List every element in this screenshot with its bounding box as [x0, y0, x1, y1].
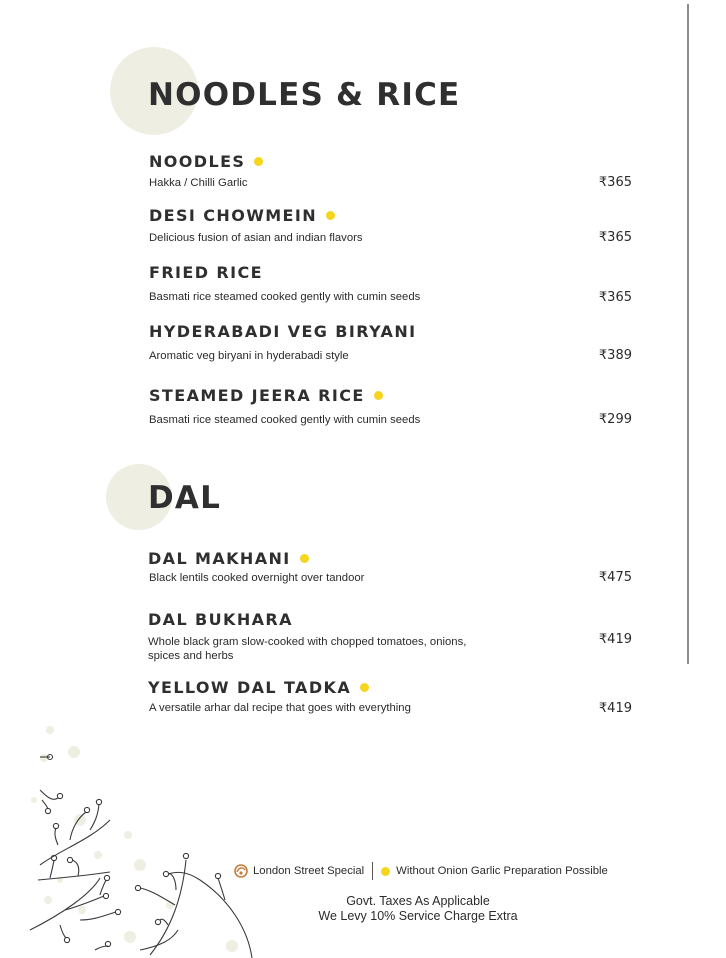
legend-separator: [372, 862, 373, 880]
page-edge-rule: [687, 4, 689, 664]
item-price-desi-chowmein: ₹365: [598, 230, 632, 245]
item-desc-dal-bukhara-line-2: spices and herbs: [148, 650, 234, 662]
item-price-fried-rice: ₹365: [598, 290, 632, 305]
item-desc-dal-bukhara-line-1: Whole black gram slow-cooked with chopped tomatoes, onions,: [148, 636, 467, 648]
item-name-noodles: NOODLES: [149, 152, 263, 171]
item-desc-steamed-jeera-rice: Basmati rice steamed cooked gently with cumin seeds: [149, 414, 421, 426]
item-name-hyderabadi-veg-biryani: HYDERABADI VEG BIRYANI: [149, 322, 417, 341]
item-desc-yellow-dal-tadka: A versatile arhar dal recipe that goes with everything: [149, 702, 411, 714]
item-name-desi-chowmein: DESI CHOWMEIN: [149, 206, 335, 225]
item-name-dal-makhani: DAL MAKHANI: [148, 549, 309, 568]
botanical-decoration: [0, 700, 270, 958]
section-title-noodles-rice: NOODLES & RICE: [148, 77, 461, 113]
footer-service-charge: We Levy 10% Service Charge Extra: [318, 909, 518, 923]
item-desc-hyderabadi-veg-biryani: Aromatic veg biryani in hyderabadi style: [149, 350, 349, 362]
item-desc-fried-rice: Basmati rice steamed cooked gently with cumin seeds: [149, 291, 421, 303]
item-price-dal-bukhara: ₹419: [598, 632, 632, 647]
legend: [233, 862, 608, 880]
legend-no-onion-garlic-dot: [381, 867, 390, 876]
item-desc-desi-chowmein: Delicious fusion of asian and indian flavors: [149, 232, 363, 244]
item-desc-dal-makhani: Black lentils cooked overnight over tandoor: [149, 572, 365, 584]
item-name-fried-rice: FRIED RICE: [149, 263, 263, 282]
no-onion-garlic-dot: [326, 211, 335, 220]
item-price-dal-makhani: ₹475: [598, 570, 632, 585]
legend-london-street-special: London Street Special: [253, 865, 365, 877]
item-name-yellow-dal-tadka: YELLOW DAL TADKA: [148, 678, 369, 697]
item-price-steamed-jeera-rice: ₹299: [598, 412, 632, 427]
item-desc-noodles: Hakka / Chilli Garlic: [149, 177, 248, 189]
no-onion-garlic-dot: [374, 391, 383, 400]
london-street-special-icon: [233, 863, 249, 879]
footer-taxes: Govt. Taxes As Applicable: [346, 894, 490, 908]
no-onion-garlic-dot: [360, 683, 369, 692]
item-price-yellow-dal-tadka: ₹419: [598, 701, 632, 716]
no-onion-garlic-dot: [254, 157, 263, 166]
section-title-dal: DAL: [148, 480, 222, 516]
item-price-hyderabadi-veg-biryani: ₹389: [598, 348, 632, 363]
item-name-steamed-jeera-rice: STEAMED JEERA RICE: [149, 386, 383, 405]
item-name-dal-bukhara: DAL BUKHARA: [148, 610, 293, 629]
legend-no-onion-garlic: Without Onion Garlic Preparation Possible: [396, 865, 608, 877]
item-price-noodles: ₹365: [598, 175, 632, 190]
no-onion-garlic-dot: [300, 554, 309, 563]
